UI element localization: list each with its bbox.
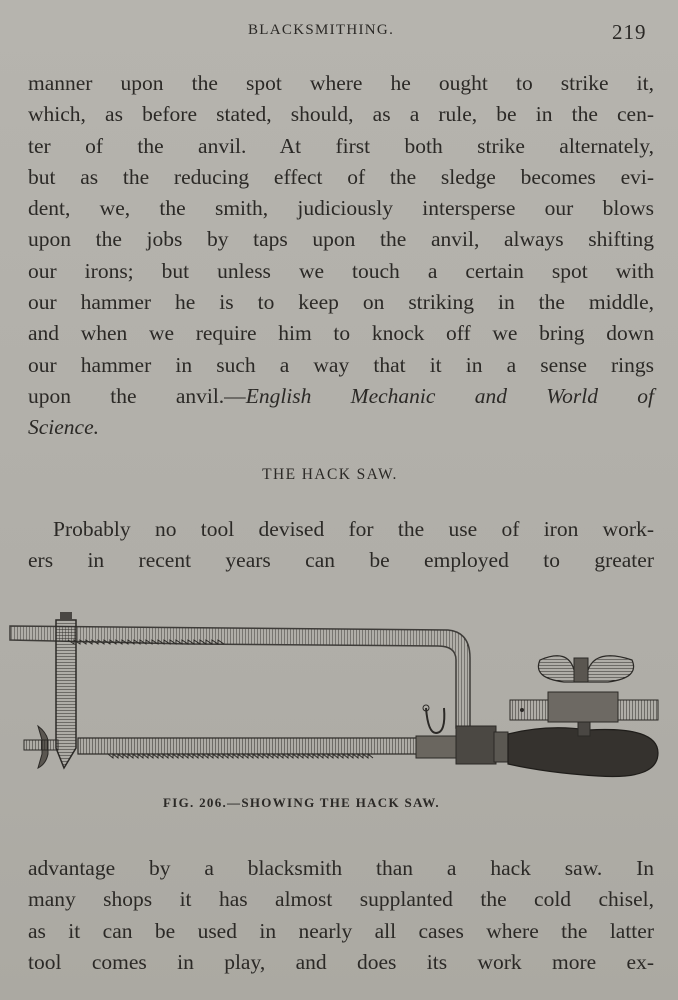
text-line: ter of the anvil. At first both strike alternately, bbox=[28, 133, 654, 158]
paragraph-1 bbox=[28, 68, 654, 444]
text-line: upon the jobs by taps upon the anvil, always shifting bbox=[28, 227, 654, 252]
text-line: manner upon the spot where he ought to strike it, bbox=[28, 71, 654, 95]
text-line: which, as before stated, should, as a rule, be in the cen- bbox=[28, 102, 654, 127]
text-line: and when we require him to knock off we bring down bbox=[28, 321, 654, 346]
paragraph-3 bbox=[28, 853, 654, 978]
text-line: ers in recent years can be employed to greater bbox=[28, 548, 654, 573]
text-line: but as the reducing effect of the sledge becomes evi- bbox=[28, 164, 654, 189]
citation-lead: upon the anvil.— bbox=[28, 383, 246, 408]
page-number: 219 bbox=[612, 20, 647, 44]
section-heading bbox=[0, 466, 678, 484]
running-head bbox=[0, 20, 678, 48]
text-line: our irons; but unless we touch a certain spot with bbox=[28, 258, 654, 283]
hack-saw-figure bbox=[8, 608, 668, 788]
text-line: advantage by a blacksmith than a hack saw. In bbox=[28, 856, 654, 880]
hack-saw-illustration-icon bbox=[8, 608, 668, 788]
section-heading-text: THE HACK SAW. bbox=[262, 466, 398, 483]
figure-caption: FIG. 206.—SHOWING THE HACK SAW. bbox=[163, 795, 440, 810]
text-line: our hammer he is to keep on striking in the middle, bbox=[28, 290, 654, 315]
text-line-citation bbox=[28, 381, 654, 412]
citation-source: English Mechanic and World of bbox=[245, 383, 654, 408]
running-head-title: BLACKSMITHING. bbox=[248, 22, 395, 38]
text-line: many shops it has almost supplanted the cold chisel, bbox=[28, 887, 654, 912]
text-line: our hammer in such a way that it in a sense rings bbox=[28, 352, 654, 377]
paragraph-2 bbox=[28, 514, 654, 577]
text-line: tool comes in play, and does its work more ex- bbox=[28, 949, 654, 974]
text-line: as it can be used in nearly all cases where the latter bbox=[28, 918, 654, 943]
text-line: Probably no tool devised for the use of iron work- bbox=[53, 517, 654, 541]
citation-source-end: Science. bbox=[28, 415, 100, 440]
text-line: dent, we, the smith, judiciously intersperse our blows bbox=[28, 196, 654, 221]
